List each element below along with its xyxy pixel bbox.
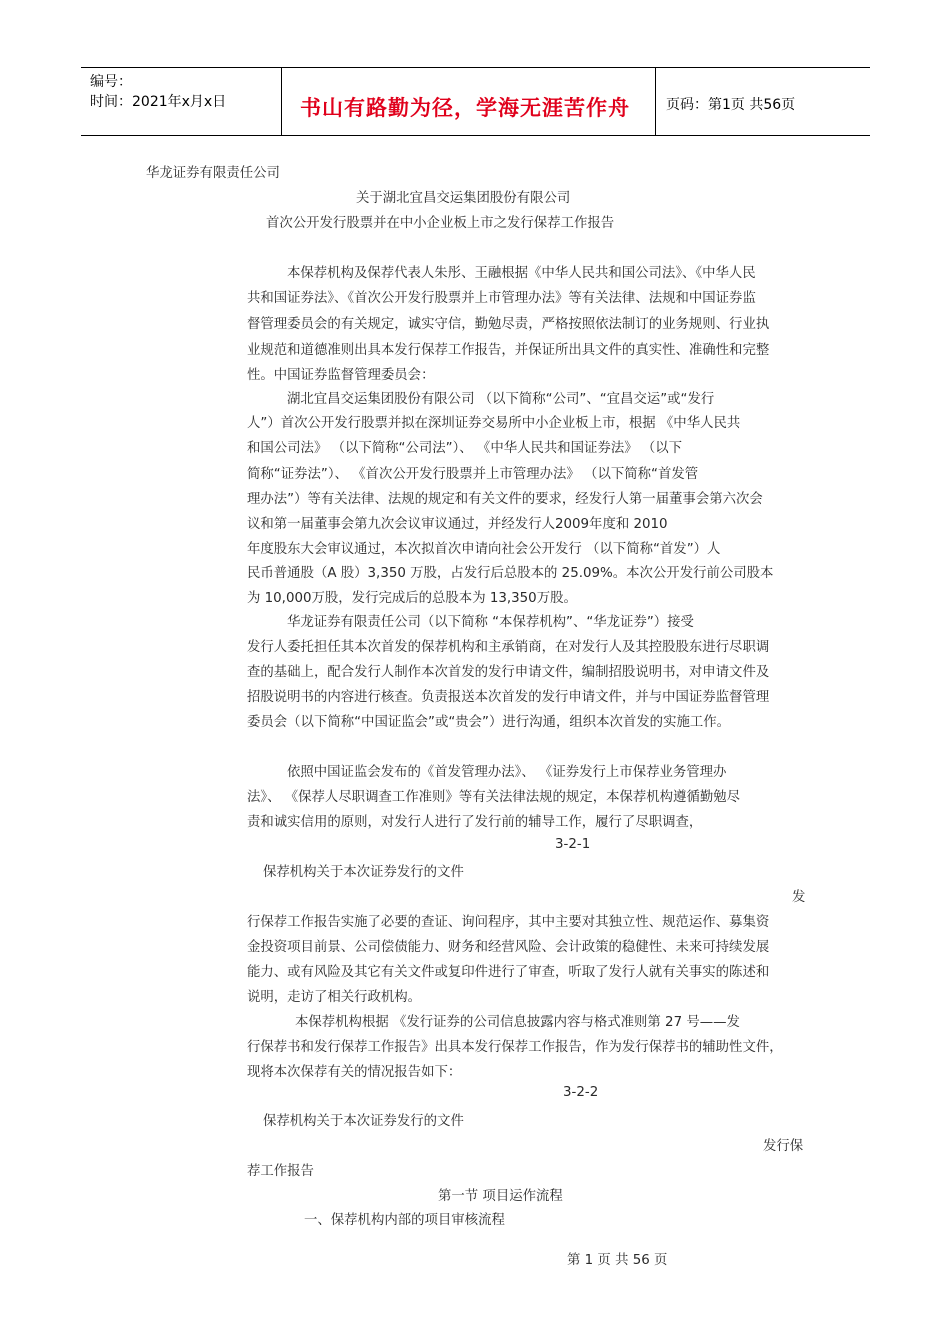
date-label: 时间：2021年x月x日 bbox=[90, 94, 227, 110]
text-line: 法》、 《保荐人尽职调查工作准则》等有关法律法规的规定，本保荐机构遵循勤勉尽 bbox=[247, 790, 741, 805]
text-line: 人”）首次公开发行股票并拟在深圳证券交易所中小企业板上市，根据 《中华人民共 bbox=[247, 416, 741, 431]
text-line: 督管理委员会的有关规定，诚实守信，勤勉尽责，严格按照依法制订的业务规则、行业执 bbox=[247, 317, 770, 332]
text-line: 行保荐书和发行保荐工作报告》出具本发行保荐工作报告，作为发行保荐书的辅助性文件， bbox=[247, 1040, 783, 1055]
text-line: 荐工作报告 bbox=[247, 1164, 314, 1179]
text-line: 民币普通股（A 股）3,350 万股，占发行后总股本的 25.09%。本次公开发行前公司股本 bbox=[247, 566, 774, 581]
text-line: 本保荐机构及保荐代表人朱彤、王融根据《中华人民共和国公司法》、《中华人民 bbox=[287, 266, 756, 281]
text-line: 简称“证券法”）、 《首次公开发行股票并上市管理办法》 （以下简称“首发管 bbox=[247, 467, 699, 482]
page-marker: 3-2-2 bbox=[563, 1085, 599, 1100]
text-line: 委员会（以下简称“中国证监会”或“贵会”）进行沟通，组织本次首发的实施工作。 bbox=[247, 715, 731, 730]
text-line: 金投资项目前景、公司偿债能力、财务和经营风险、会计政策的稳健性、未来可持续发展 bbox=[247, 940, 770, 955]
header-divider-right bbox=[655, 68, 656, 135]
section-heading: 第一节 项目运作流程 bbox=[438, 1189, 563, 1204]
slogan: 书山有路勤为径，学海无涯苦作舟 bbox=[300, 96, 630, 120]
text-line: 理办法”）等有关法律、法规的规定和有关文件的要求，经发行人第一届董事会第六次会 bbox=[247, 492, 763, 507]
header-divider-left bbox=[281, 68, 282, 135]
text-line: 依照中国证监会发布的《首发管理办法》、 《证券发行上市保荐业务管理办 bbox=[287, 765, 727, 780]
text-line: 查的基础上，配合发行人制作本次首发的发行申请文件，编制招股说明书，对申请文件及 bbox=[247, 665, 770, 680]
text-line: 行保荐工作报告实施了必要的查证、询问程序，其中主要对其独立性、规范运作、募集资 bbox=[247, 915, 770, 930]
text-line: 湖北宜昌交运集团股份有限公司 （以下简称“公司”、“宜昌交运”或“发行 bbox=[287, 392, 715, 407]
serial-label: 编号： bbox=[90, 74, 132, 90]
text-line: 和国公司法》 （以下简称“公司法”）、 《中华人民共和国证券法》 （以下 bbox=[247, 441, 683, 456]
page-footer: 第 1 页 共 56 页 bbox=[567, 1253, 668, 1268]
text-line: 招股说明书的内容进行核查。负责报送本次首发的发行申请文件，并与中国证券监督管理 bbox=[247, 690, 770, 705]
text-line: 议和第一届董事会第九次会议审议通过，并经发行人2009年度和 2010 bbox=[247, 517, 668, 532]
text-line: 性。中国证券监督管理委员会： bbox=[247, 368, 435, 383]
text-line: 发行人委托担任其本次首发的保荐机构和主承销商，在对发行人及其控股股东进行尽职调 bbox=[247, 640, 770, 655]
page-info: 页码：第1页 共56页 bbox=[666, 97, 796, 113]
title-line-1: 关于湖北宜昌交运集团股份有限公司 bbox=[356, 191, 571, 206]
text-line: 说明，走访了相关行政机构。 bbox=[247, 990, 422, 1005]
text-line: 为 10,000万股，发行完成后的总股本为 13,350万股。 bbox=[247, 591, 577, 606]
text-line: 业规范和道德准则出具本发行保荐工作报告，并保证所出具文件的真实性、准确性和完整 bbox=[247, 343, 770, 358]
text-line: 发行保 bbox=[763, 1139, 804, 1154]
text-line: 发 bbox=[792, 890, 806, 905]
text-line: 责和诚实信用的原则，对发行人进行了发行前的辅导工作，履行了尽职调查， bbox=[247, 815, 703, 830]
text-line: 年度股东大会审议通过，本次拟首次申请向社会公开发行 （以下简称“首发”）人 bbox=[247, 542, 721, 557]
running-head: 保荐机构关于本次证券发行的文件 bbox=[263, 1114, 464, 1129]
text-line: 能力、或有风险及其它有关文件或复印件进行了审查，听取了发行人就有关事实的陈述和 bbox=[247, 965, 770, 980]
text-line: 华龙证券有限责任公司（以下简称 “本保荐机构”、“华龙证券”）接受 bbox=[287, 615, 694, 630]
page-marker: 3-2-1 bbox=[555, 837, 591, 852]
subsection-heading: 一、保荐机构内部的项目审核流程 bbox=[304, 1213, 505, 1228]
title-line-2: 首次公开发行股票并在中小企业板上市之发行保荐工作报告 bbox=[266, 216, 615, 231]
text-line: 本保荐机构根据 《发行证券的公司信息披露内容与格式准则第 27 号——发 bbox=[295, 1015, 740, 1030]
text-line: 现将本次保荐有关的情况报告如下： bbox=[247, 1065, 462, 1080]
company-name: 华龙证券有限责任公司 bbox=[146, 166, 280, 181]
running-head: 保荐机构关于本次证券发行的文件 bbox=[263, 865, 464, 880]
text-line: 共和国证券法》、《首次公开发行股票并上市管理办法》等有关法律、法规和中国证券监 bbox=[247, 291, 756, 306]
